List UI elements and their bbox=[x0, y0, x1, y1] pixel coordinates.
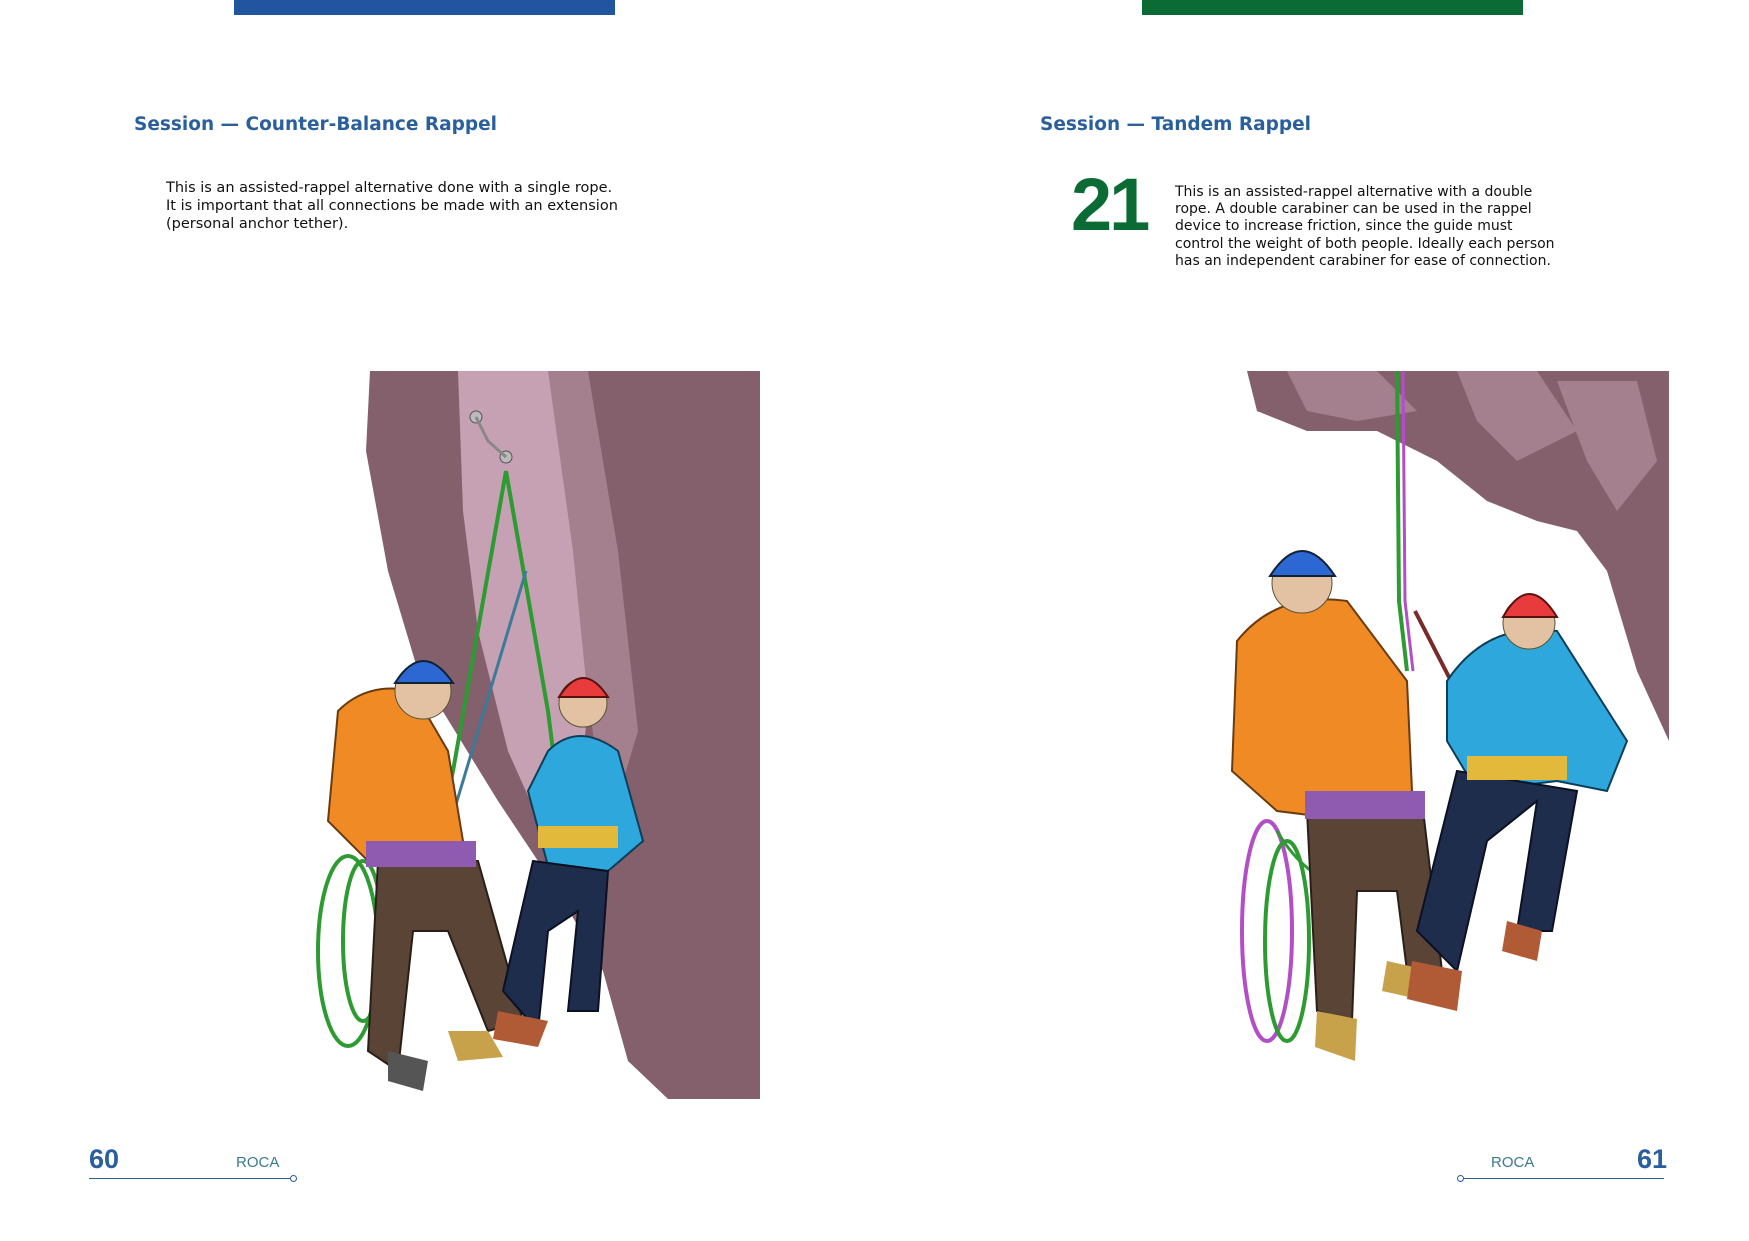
session-title: Session — Counter-Balance Rappel bbox=[134, 114, 497, 135]
counter-balance-rappel-illustration bbox=[248, 371, 760, 1099]
description-line: This is an assisted-rappel alternative done with a single rope. bbox=[166, 180, 613, 196]
session-number: 21 bbox=[1071, 163, 1148, 246]
description-line: control the weight of both people. Ideally each person bbox=[1175, 235, 1555, 252]
tandem-rappel-illustration bbox=[1157, 371, 1669, 1099]
left-page bbox=[0, 0, 874, 1241]
description-line: (personal anchor tether). bbox=[166, 216, 349, 232]
session-description bbox=[166, 179, 666, 233]
top-color-bar bbox=[234, 0, 615, 15]
description-line: It is important that all connections be made with an extension bbox=[166, 198, 618, 214]
description-line: has an independent carabiner for ease of connection. bbox=[1175, 252, 1551, 269]
page-number: 60 bbox=[89, 1144, 120, 1174]
section-label: ROCA bbox=[236, 1154, 280, 1171]
top-color-bar bbox=[1142, 0, 1523, 15]
section-label: ROCA bbox=[1491, 1154, 1535, 1171]
footer-rule-endpoint bbox=[290, 1175, 297, 1182]
description-line: rope. A double carabiner can be used in the rappel bbox=[1175, 201, 1532, 218]
page-number: 61 bbox=[1637, 1144, 1668, 1174]
footer-rule bbox=[89, 1178, 292, 1179]
footer-rule-endpoint bbox=[1457, 1175, 1464, 1182]
footer-rule bbox=[1460, 1178, 1664, 1179]
description-line: device to increase friction, since the guide must bbox=[1175, 218, 1513, 235]
session-description bbox=[1175, 184, 1595, 270]
session-title: Session — Tandem Rappel bbox=[1040, 114, 1311, 135]
description-line: This is an assisted-rappel alternative with a double bbox=[1175, 184, 1533, 200]
right-page bbox=[875, 0, 1749, 1241]
